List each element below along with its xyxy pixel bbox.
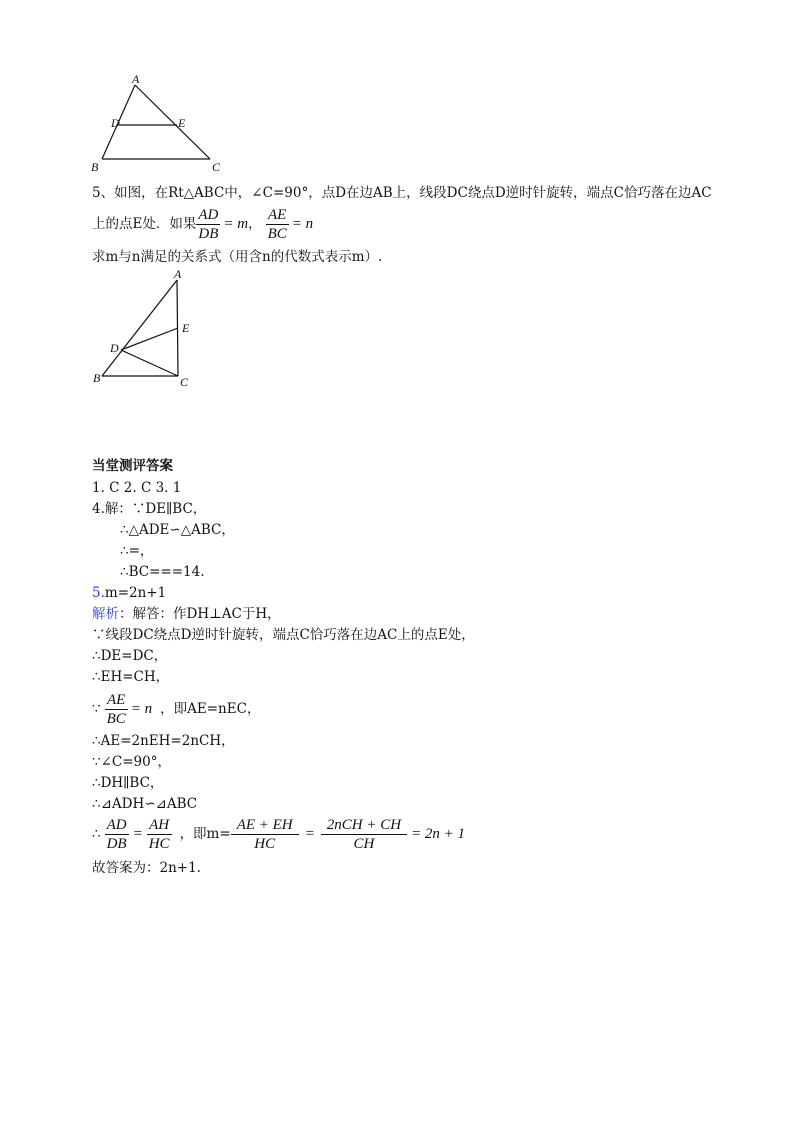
answer4-line4: ∴BC===14. [120,564,205,580]
step9-fraction-ad-db [105,816,129,853]
label-a: A [132,72,140,86]
step8: ∴⊿ADH∽⊿ABC [92,796,198,812]
analysis-text: ：解答：作DH⊥AC于H， [119,606,281,622]
frac-num: AD [106,816,127,833]
frac-den: CH [353,835,375,852]
label-e: E [178,116,186,130]
answer5 [92,583,166,603]
q5-line3: 求m与n满足的关系式（用含n的代数式表示m）. [92,249,383,265]
label-b: B [93,371,101,385]
analysis-label: 解析 [92,606,119,622]
step9-fraction-2nch-ch [321,816,407,853]
frac-num: AD [198,206,219,223]
step9-rhs: = 2n + 1 [411,826,466,842]
final-answer: 故答案为：2n+1. [92,860,201,876]
q5-fraction-ad-db [196,206,220,243]
answer5-value: m=2n+1 [104,585,167,601]
q5-frac2-rhs: = n [291,216,314,232]
step9-eq1: = [132,826,143,842]
answer4-line3: ∴=， [120,543,154,559]
q5-sep: ， [248,216,262,232]
q5-line1: 5、如图，在Rt△ABC中，∠C=90°，点D在边AB上，线段DC绕点D逆时针旋转，端点C恰巧落在边AC [92,185,712,201]
step9-fraction-ae-eh-hc [231,816,299,853]
q5-line2 [92,202,313,246]
q5-frac1-rhs: = m [223,216,249,232]
answers-heading: 当堂测评答案 [92,458,173,474]
step5: ∴AE=2nEH=2nCH， [92,733,235,749]
analysis-line [92,604,281,624]
label-d: D [111,116,120,130]
label-c: C [212,160,221,174]
frac-num: 2nCH + CH [321,816,407,835]
label-d: D [110,341,119,355]
label-b: B [91,160,99,174]
answer4-line2: ∴△ADE∽△ABC， [120,522,235,538]
frac-den: DB [106,835,127,852]
q5-line2-text: 上的点E处．如果 [92,216,197,232]
step4-rhs: = n [130,701,153,717]
step4-fraction-ae-bc [105,691,128,728]
step3: ∴EH=CH， [92,669,170,685]
frac-den: BC [267,225,287,242]
frac-num: AH [147,816,172,835]
answer4-line1: 4.解：∵DE∥BC， [92,501,207,517]
step4-post: ，即AE=nEC， [160,701,261,717]
frac-den: BC [106,710,126,727]
label-e: E [182,321,190,335]
step1: ∵线段DC绕点D逆时针旋转，端点C恰巧落在边AC上的点E处， [92,627,475,643]
step9-eq2: = [304,826,315,842]
step9 [92,812,465,856]
frac-den: HC [148,835,170,852]
step9-fraction-ah-hc [147,816,172,853]
step2: ∴DE=DC， [92,648,168,664]
figure-right-triangle-rotation [88,266,208,392]
answer5-label: 5. [92,585,105,601]
step6: ∵∠C=90°， [92,754,171,770]
figure-triangle-de-parallel-bc [85,72,225,174]
step4 [92,687,260,731]
label-c: C [180,375,189,389]
answers-1-3: 1. C 2. C 3. 1 [92,480,182,496]
frac-den: HC [254,835,276,852]
step9-pre: ∴ [92,826,101,842]
frac-num: AE + EH [231,816,299,835]
label-a: A [174,267,182,281]
step4-pre: ∵ [92,701,101,717]
step9-mid: ，即m= [179,826,231,842]
frac-num: AE [266,206,289,225]
frac-num: AE [105,691,128,710]
q5-fraction-ae-bc [266,206,289,243]
step7: ∴DH∥BC， [92,775,164,791]
frac-den: DB [198,225,219,242]
